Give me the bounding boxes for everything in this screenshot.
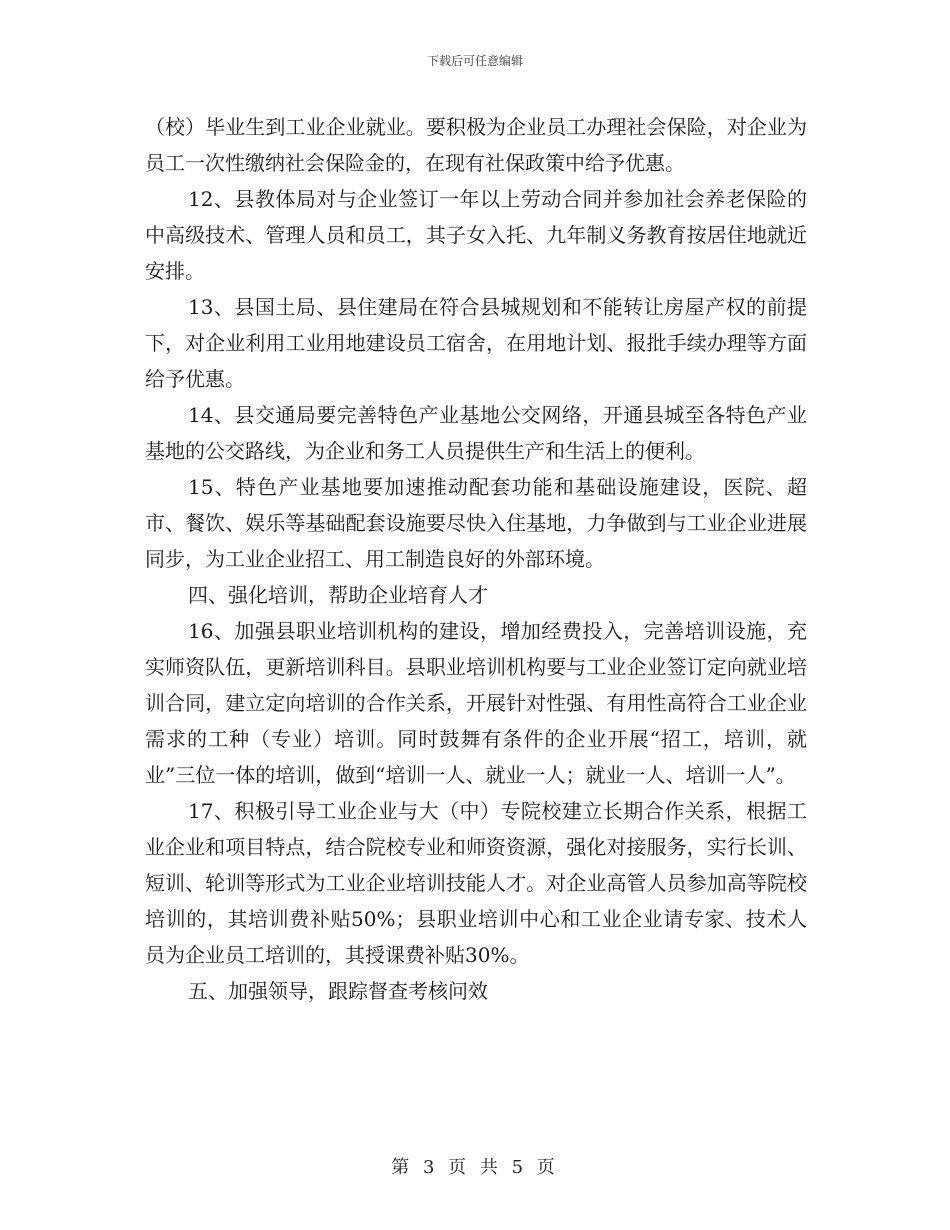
paragraph: 14、县交通局要完善特色产业基地公交网络，开通县城至各特色产业基地的公交路线，为企业和务工人员提供生产和生活上的便利。	[145, 403, 807, 463]
paragraph: 15、特色产业基地要加速推动配套功能和基础设施建设，医院、超市、餐饮、娱乐等基础配套设施要尽快入住基地，力争做到与工业企业进展同步，为工业企业招工、用工制造良好的外部环境。	[145, 475, 807, 571]
section-heading: 四、强化培训，帮助企业培育人才	[188, 583, 488, 607]
paragraph: 12、县教体局对与企业签订一年以上劳动合同并参加社会养老保险的中高级技术、管理人员和员工，其子女入托、九年制义务教育按居住地就近安排。	[145, 187, 807, 283]
section-heading: 五、加强领导，跟踪督查考核问效	[188, 979, 488, 1003]
paragraph: （校）毕业生到工业企业就业。要积极为企业员工办理社会保险，对企业为员工一次性缴纳社会保险金的，在现有社保政策中给予优惠。	[145, 115, 807, 175]
page-header: 下载后可任意编辑	[426, 54, 523, 68]
paragraph: 16、加强县职业培训机构的建设，增加经费投入，完善培训设施，充实师资队伍，更新培训科目。县职业培训机构要与工业企业签订定向就业培训合同，建立定向培训的合作关系，开展针对性强、有用性高符合工业企业需求的工种（专业）培训。同时鼓舞有条件的企业开展“招工，培训，就业”三位一体的培训，做到“培训一人、就业一人；就业一人、培训一人”。	[145, 619, 807, 787]
page-footer: 第 3 页 共 5 页	[391, 1157, 559, 1178]
paragraph: 13、县国土局、县住建局在符合县城规划和不能转让房屋产权的前提下，对企业利用工业用地建设员工宿舍，在用地计划、报批手续办理等方面给予优惠。	[145, 295, 807, 391]
document-body	[145, 109, 807, 1009]
paragraph: 17、积极引导工业企业与大（中）专院校建立长期合作关系，根据工业企业和项目特点，结合院校专业和师资资源，强化对接服务，实行长训、短训、轮训等形式为工业企业培训技能人才。对企业高管人员参加高等院校培训的，其培训费补贴50%；县职业培训中心和工业企业请专家、技术人员为企业员工培训的，其授课费补贴30%。	[145, 799, 807, 967]
